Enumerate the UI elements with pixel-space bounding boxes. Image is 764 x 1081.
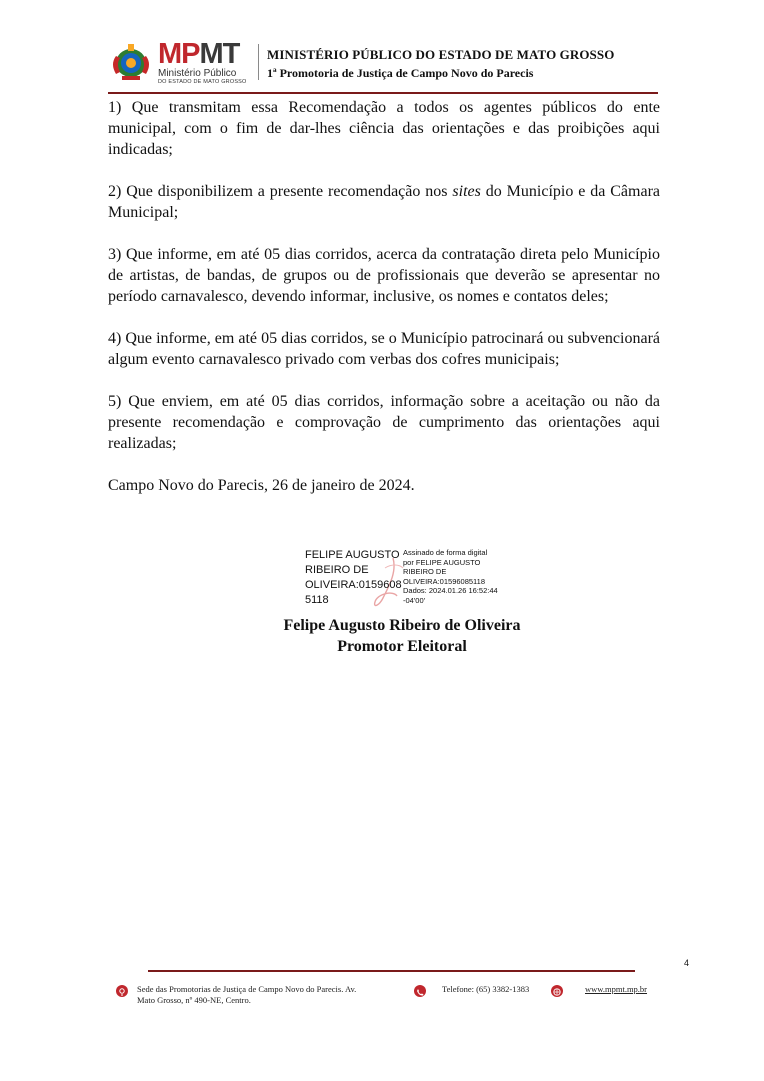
signer-role: Promotor Eleitoral [337, 638, 467, 655]
location-pin-icon [116, 985, 128, 997]
footer-phone: Telefone: (65) 3382-1383 [442, 984, 530, 994]
header-unit: 1ª Promotoria de Justiça de Campo Novo do Parecis [267, 66, 534, 80]
signer-block [0, 615, 764, 657]
signature-details [403, 548, 523, 605]
signer-id-line: FELIPE AUGUSTO [305, 549, 400, 561]
recommendation-item-3: 3) Que informe, em até 05 dias corridos, acerca da contratação direta pelo Município de artistas, de bandas, de grupos ou de profissionais que deverão se apresentar no período carnavalesco, devendo informar, inclusive, os nomes e contatos deles; [108, 246, 660, 305]
signer-id-line: RIBEIRO DE [305, 564, 369, 576]
signer-id-line: OLIVEIRA:0159608 [305, 579, 402, 591]
recommendation-item-5: 5) Que enviem, em até 05 dias corridos, informação sobre a aceitação ou não da presente recomendação e comprovação de cumprimento das orientações aqui realizadas; [108, 393, 660, 452]
header-rule [108, 92, 658, 94]
footer-rule [148, 970, 635, 972]
recommendation-item-1: 1) Que transmitam essa Recomendação a todos os agentes públicos do ente municipal, com o fim de dar-lhes ciência das orientações e das proibições aqui indicadas; [108, 99, 660, 158]
signature-detail-line: por FELIPE AUGUSTO [403, 557, 481, 567]
address-line: Sede das Promotorias de Justiça de Campo Novo do Parecis. Av. [137, 984, 357, 994]
logo-mt: MT [199, 38, 240, 70]
phone-icon [414, 985, 426, 997]
signature-detail-line: -04'00' [403, 595, 426, 605]
logo-state: DO ESTADO DE MATO GROSSO [158, 79, 247, 85]
footer-website-link[interactable]: www.mpmt.mp.br [585, 984, 648, 994]
signature-detail-line: OLIVEIRA:01596085118 [403, 576, 486, 586]
signature-detail-line: RIBEIRO DE [403, 567, 447, 576]
item-2-italic: sites [452, 183, 481, 200]
signature-detail-line: Assinado de forma digital [403, 548, 488, 557]
item-2-text-a: 2) Que disponibilizem a presente recomendação nos [108, 183, 453, 200]
address-line: Mato Grosso, nº 490-NE, Centro. [137, 995, 251, 1005]
header-organization: MINISTÉRIO PÚBLICO DO ESTADO DE MATO GROSSO [267, 47, 615, 62]
footer-address [137, 984, 417, 1006]
signer-id-block [305, 548, 405, 608]
document-body [108, 97, 660, 517]
logo-mp: MP [158, 38, 200, 70]
item-2-text-b: do Município e da Câmara Municipal; [108, 183, 660, 221]
globe-icon [551, 985, 563, 997]
signer-name: Felipe Augusto Ribeiro de Oliveira [283, 617, 521, 634]
logo-subtitle: Ministério Público [158, 68, 237, 79]
page-number: 4 [684, 958, 690, 968]
mpmt-logo [158, 40, 247, 86]
signature-detail-line: Dados: 2024.01.26 16:52:44 [403, 586, 498, 595]
state-crest-logo [108, 42, 154, 82]
header-divider [258, 44, 259, 80]
recommendation-item-2 [108, 181, 660, 223]
place-date: Campo Novo do Parecis, 26 de janeiro de 2024. [108, 477, 415, 494]
recommendation-item-4: 4) Que informe, em até 05 dias corridos, se o Município patrocinará ou subvencionará algum evento carnavalesco privado com verbas dos cofres municipais; [108, 330, 660, 368]
signer-id-line: 5118 [305, 594, 329, 606]
digital-signature [305, 548, 520, 608]
